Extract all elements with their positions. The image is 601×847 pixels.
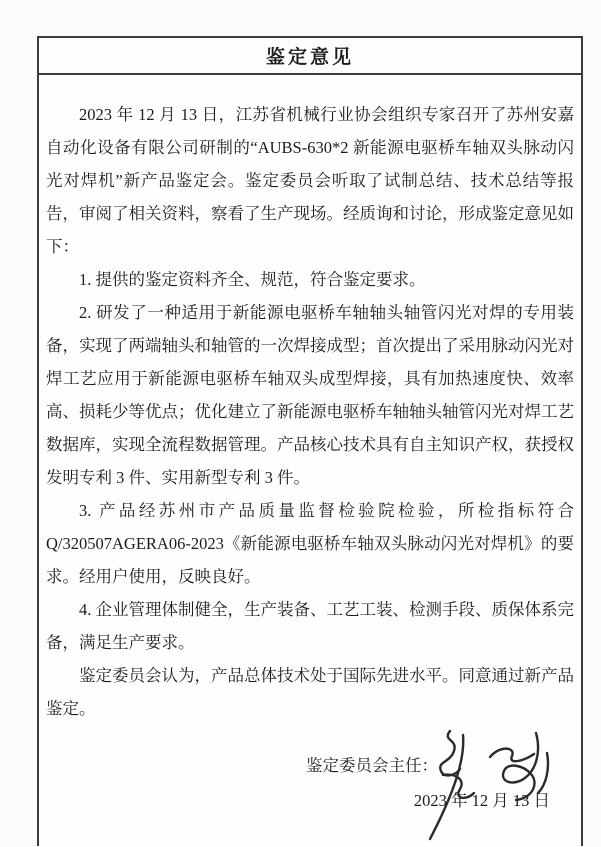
document-title: 鉴定意见 [265, 47, 354, 68]
signature-label: 鉴定委员会主任： [306, 756, 438, 775]
signature-date: 2023 年 12 月 13 日 [413, 791, 550, 810]
signature-block [46, 749, 574, 817]
document-body [39, 75, 581, 817]
appraisal-document [37, 36, 583, 846]
paragraph-conclusion: 鉴定委员会认为，产品总体技术处于国际先进水平。同意通过新产品鉴定。 [46, 666, 574, 718]
paragraph-item-3: 3. 产品经苏州市产品质量监督检验院检验，所检指标符合 Q/320507AGERA06-2023《新能源电驱桥车轴双头脉动闪光对焊机》的要求。经用户使用，反映良好。 [46, 501, 574, 586]
paragraph-item-4: 4. 企业管理体制健全，生产装备、工艺工装、检测手段、质保体系完备，满足生产要求。 [46, 600, 574, 652]
paragraph-item-2: 2. 研发了一种适用于新能源电驱桥车轴轴头轴管闪光对焊的专用装备，实现了两端轴头和轴管的一次焊接成型；首次提出了采用脉动闪光对焊工艺应用于新能源电驱桥车轴双头成型焊接，具有加热速度快、效率高、损耗少等优点；优化建立了新能源电驱桥车轴轴头轴管闪光对焊工艺数据库，实现全流程数据管理。产品核心技术具有自主知识产权，获授权发明专利 3 件、实用新型专利 3 件。 [46, 303, 574, 487]
paragraph-intro: 2023 年 12 月 13 日，江苏省机械行业协会组织专家召开了苏州安嘉自动化设备有限公司研制的“AUBS-630*2 新能源电驱桥车轴双头脉动闪光对焊机”新产品鉴定会。鉴定委员会听取了试制总结、技术总结等报告，审阅了相关资料，察看了生产现场。经质询和讨论，形成鉴定意见如下： [46, 105, 574, 256]
document-title-bar [39, 38, 581, 75]
paragraph-item-1: 1. 提供的鉴定资料齐全、规范，符合鉴定要求。 [79, 270, 426, 289]
